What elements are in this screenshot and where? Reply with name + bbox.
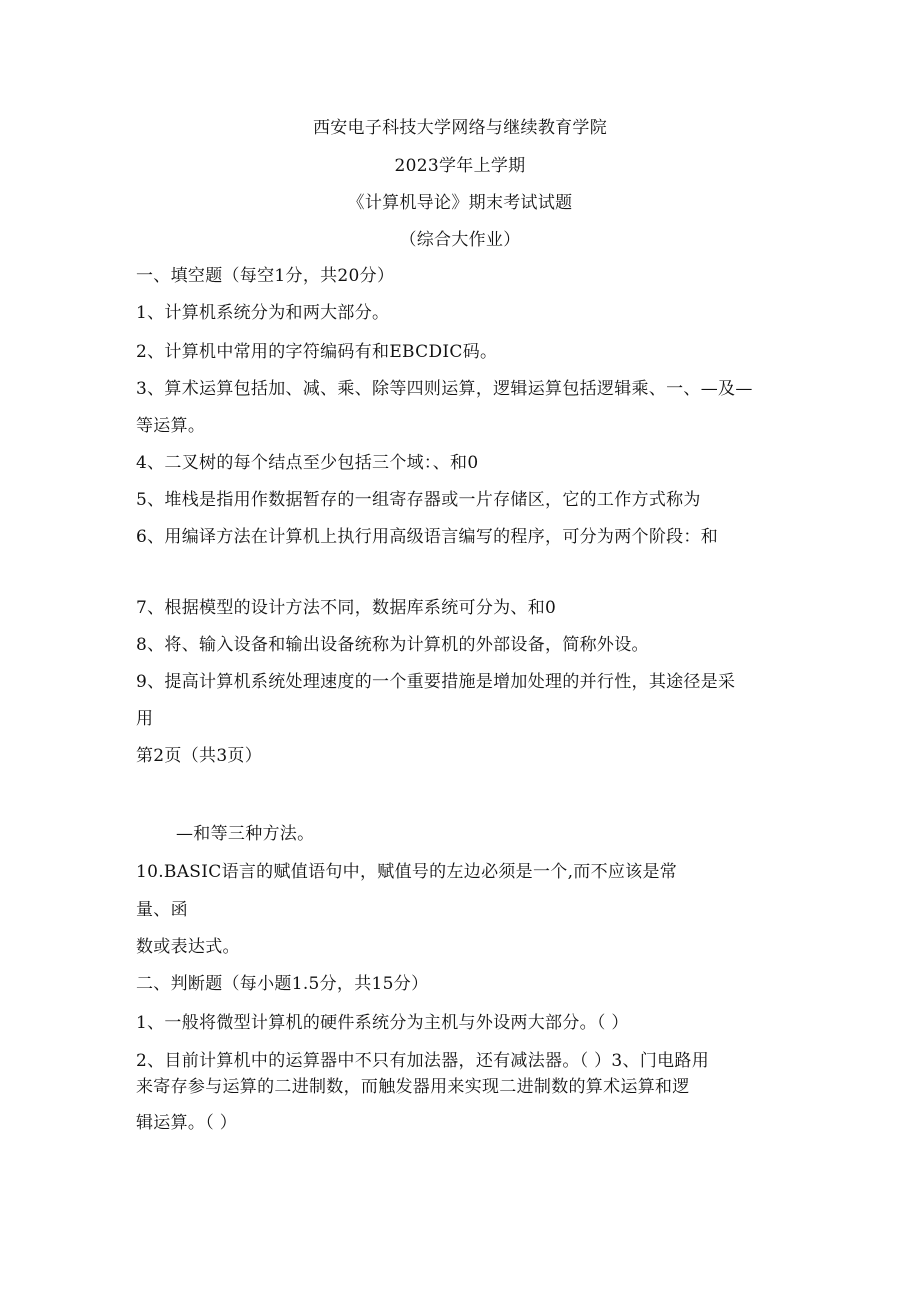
question-3-line-1: 3、算术运算包括加、减、乘、除等四则运算，逻辑运算包括逻辑乘、一、—及— [136, 379, 753, 399]
question-1: 1、计算机系统分为和两大部分。 [136, 303, 390, 323]
term-line: 2023学年上学期 [394, 156, 526, 176]
question-6: 6、用编译方法在计算机上执行用高级语言编写的程序，可分为两个阶段：和 [136, 527, 719, 547]
question-7: 7、根据模型的设计方法不同，数据库系统可分为、和0 [136, 598, 557, 618]
exam-title: 《计算机导论》期末考试试题 [347, 193, 573, 213]
question-10-line-2: 量、函 [136, 900, 188, 920]
tf-question-1: 1、一般将微型计算机的硬件系统分为主机与外设两大部分。（ ） [136, 1013, 629, 1033]
question-2: 2、计算机中常用的字符编码有和EBCDIC码。 [136, 342, 498, 362]
section-heading-fill-blank: 一、填空题（每空1分，共20分） [136, 266, 395, 286]
question-10-line-3: 数或表达式。 [136, 937, 240, 957]
school-name: 西安电子科技大学网络与继续教育学院 [312, 118, 608, 138]
question-8: 8、将、输入设备和输出设备统称为计算机的外部设备，简称外设。 [136, 635, 649, 655]
tf-question-2-line-1: 2、目前计算机中的运算器中不只有加法器，还有减法器。（ ）3、门电路用 [136, 1051, 710, 1071]
tf-question-2-line-3: 辑运算。（ ） [136, 1113, 238, 1133]
exam-subtitle: （综合大作业） [399, 230, 521, 250]
question-5: 5、堆栈是指用作数据暂存的一组寄存器或一片存储区，它的工作方式称为 [136, 490, 701, 510]
question-9-line-1: 9、提高计算机系统处理速度的一个重要措施是增加处理的并行性，其途径是采 [136, 672, 736, 692]
question-10-line-1: 10.BASIC语言的赋值语句中，赋值号的左边必须是一个,而不应该是常 [136, 862, 678, 882]
question-3-line-2: 等运算。 [136, 416, 206, 436]
section-heading-true-false: 二、判断题（每小题1.5分，共15分） [136, 974, 429, 994]
question-4: 4、二叉树的每个结点至少包括三个域：、和0 [136, 453, 479, 473]
page-footer: 第2页（共3页） [136, 746, 263, 766]
question-9-line-3: —和等三种方法。 [176, 824, 315, 844]
tf-question-2-line-2: 来寄存参与运算的二进制数，而触发器用来实现二进制数的算术运算和逻 [136, 1077, 690, 1097]
question-9-line-2: 用 [136, 709, 154, 729]
